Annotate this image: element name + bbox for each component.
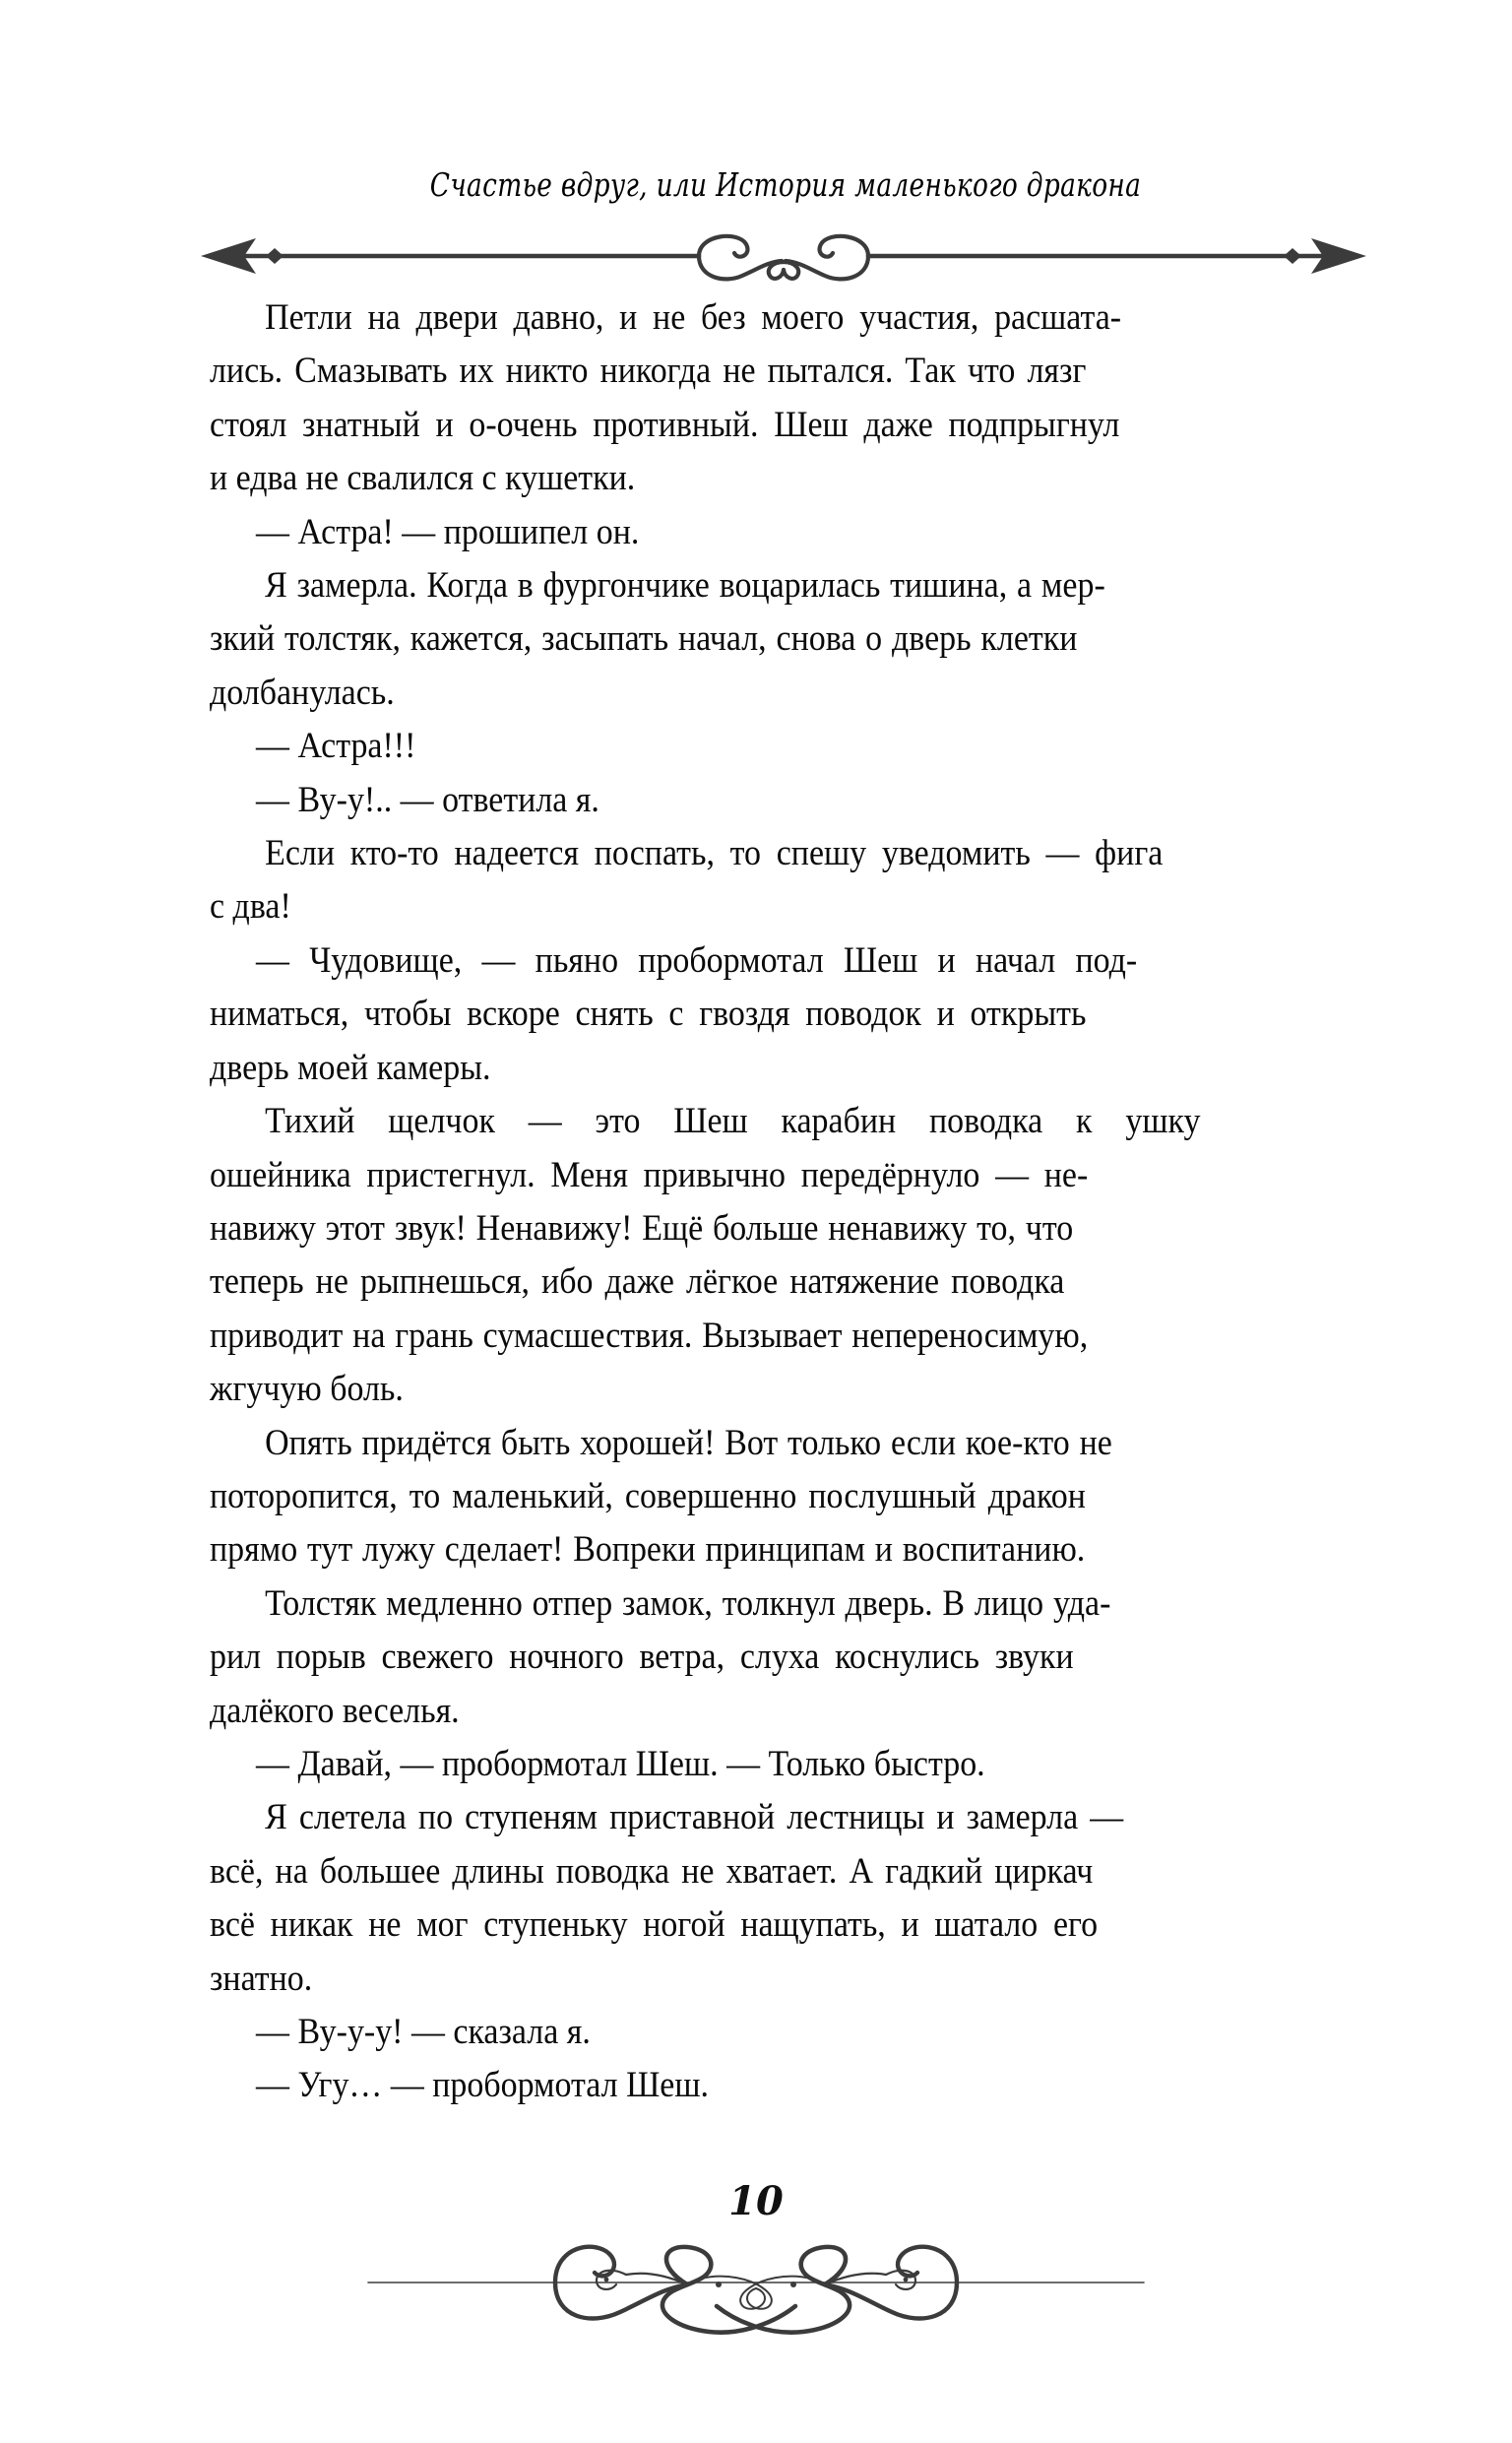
text-line: теперь не рыпнешься, ибо даже лёгкое натяжение поводка	[210, 1261, 1065, 1303]
header-divider-ornament	[195, 228, 1372, 284]
text-line: и едва не свалился с кушетки.	[210, 458, 636, 499]
text-line: — Ву-у!.. — ответила я.	[256, 779, 599, 820]
text-line: навижу этот звук! Ненавижу! Ещё больше ненавижу то, что	[210, 1207, 1074, 1249]
text-line: всё, на большее длины поводка не хватает. А гадкий циркач	[210, 1850, 1094, 1892]
paragraph	[210, 559, 1363, 720]
text-line: Толстяк медленно отпер замок, толкнул дверь. В лицо уда-	[265, 1582, 1111, 1624]
paragraph	[210, 506, 1363, 559]
text-line: жгучую боль.	[210, 1369, 404, 1410]
paragraph	[210, 2006, 1363, 2059]
text-line: Я замерла. Когда в фургончике воцарилась тишина, а мер-	[265, 565, 1105, 607]
text-line: — Чудовище, — пьяно пробормотал Шеш и начал под-	[256, 939, 1138, 981]
text-line: ошейника пристегнул. Меня привычно передёрнуло — не-	[210, 1154, 1089, 1195]
paragraph	[210, 1738, 1363, 1791]
text-line: Если кто-то надеется поспать, то спешу уведомить — фига	[265, 833, 1164, 874]
text-line: — Астра!!!	[256, 726, 416, 767]
text-line: прямо тут лужу сделает! Вопреки принципам и воспитанию.	[210, 1529, 1086, 1571]
running-head-title: Счастье вдруг, или История маленького дракона	[429, 165, 1142, 204]
paragraph	[210, 1417, 1363, 1577]
text-line: дверь моей камеры.	[210, 1047, 491, 1088]
text-line: рил порыв свежего ночного ветра, слуха коснулись звуки	[210, 1637, 1074, 1678]
paragraph	[210, 291, 1363, 506]
paragraph	[210, 1095, 1363, 1416]
text-line: стоял знатный и о-очень противный. Шеш даже подпрыгнул	[210, 404, 1120, 445]
text-line: Петли на двери давно, и не без моего участия, расшата-	[265, 297, 1122, 338]
text-line: с два!	[210, 886, 291, 928]
footer-flourish-ornament	[362, 2223, 1150, 2342]
paragraph	[210, 774, 1363, 827]
body-text	[210, 291, 1363, 2113]
text-line: лись. Смазывать их никто никогда не пытался. Так что лязг	[210, 351, 1087, 392]
paragraph	[210, 827, 1363, 934]
paragraph	[210, 720, 1363, 773]
text-line: Опять придётся быть хорошей! Вот только если кое-кто не	[265, 1422, 1112, 1463]
text-line: Я слетела по ступеням приставной лестницы и замерла —	[265, 1797, 1124, 1838]
text-line: далёкого веселья.	[210, 1690, 460, 1731]
paragraph	[210, 934, 1363, 1095]
text-line: — Давай, — пробормотал Шеш. — Только быстро.	[256, 1743, 985, 1784]
text-line: — Астра! — прошипел он.	[256, 511, 640, 552]
text-line: — Ву-у-у! — сказала я.	[256, 2012, 591, 2052]
text-line: зкий толстяк, кажется, засыпать начал, снова о дверь клетки	[210, 618, 1078, 660]
text-line: приводит на грань сумасшествия. Вызывает непереносимую,	[210, 1315, 1089, 1356]
text-line: знатно.	[210, 1958, 313, 1999]
page-number: 10	[728, 2178, 784, 2224]
paragraph	[210, 1577, 1363, 1738]
text-line: всё никак не мог ступеньку ногой нащупать, и шатало его	[210, 1904, 1099, 1946]
paragraph	[210, 2059, 1363, 2112]
text-line: Тихий щелчок — это Шеш карабин поводка к ушку	[265, 1101, 1201, 1142]
text-line: — Угу… — пробормотал Шеш.	[256, 2065, 709, 2106]
text-line: долбанулась.	[210, 672, 395, 713]
paragraph	[210, 1791, 1363, 2006]
text-line: поторопится, то маленький, совершенно послушный дракон	[210, 1475, 1086, 1516]
text-line: ниматься, чтобы вскоре снять с гвоздя поводок и открыть	[210, 994, 1087, 1035]
